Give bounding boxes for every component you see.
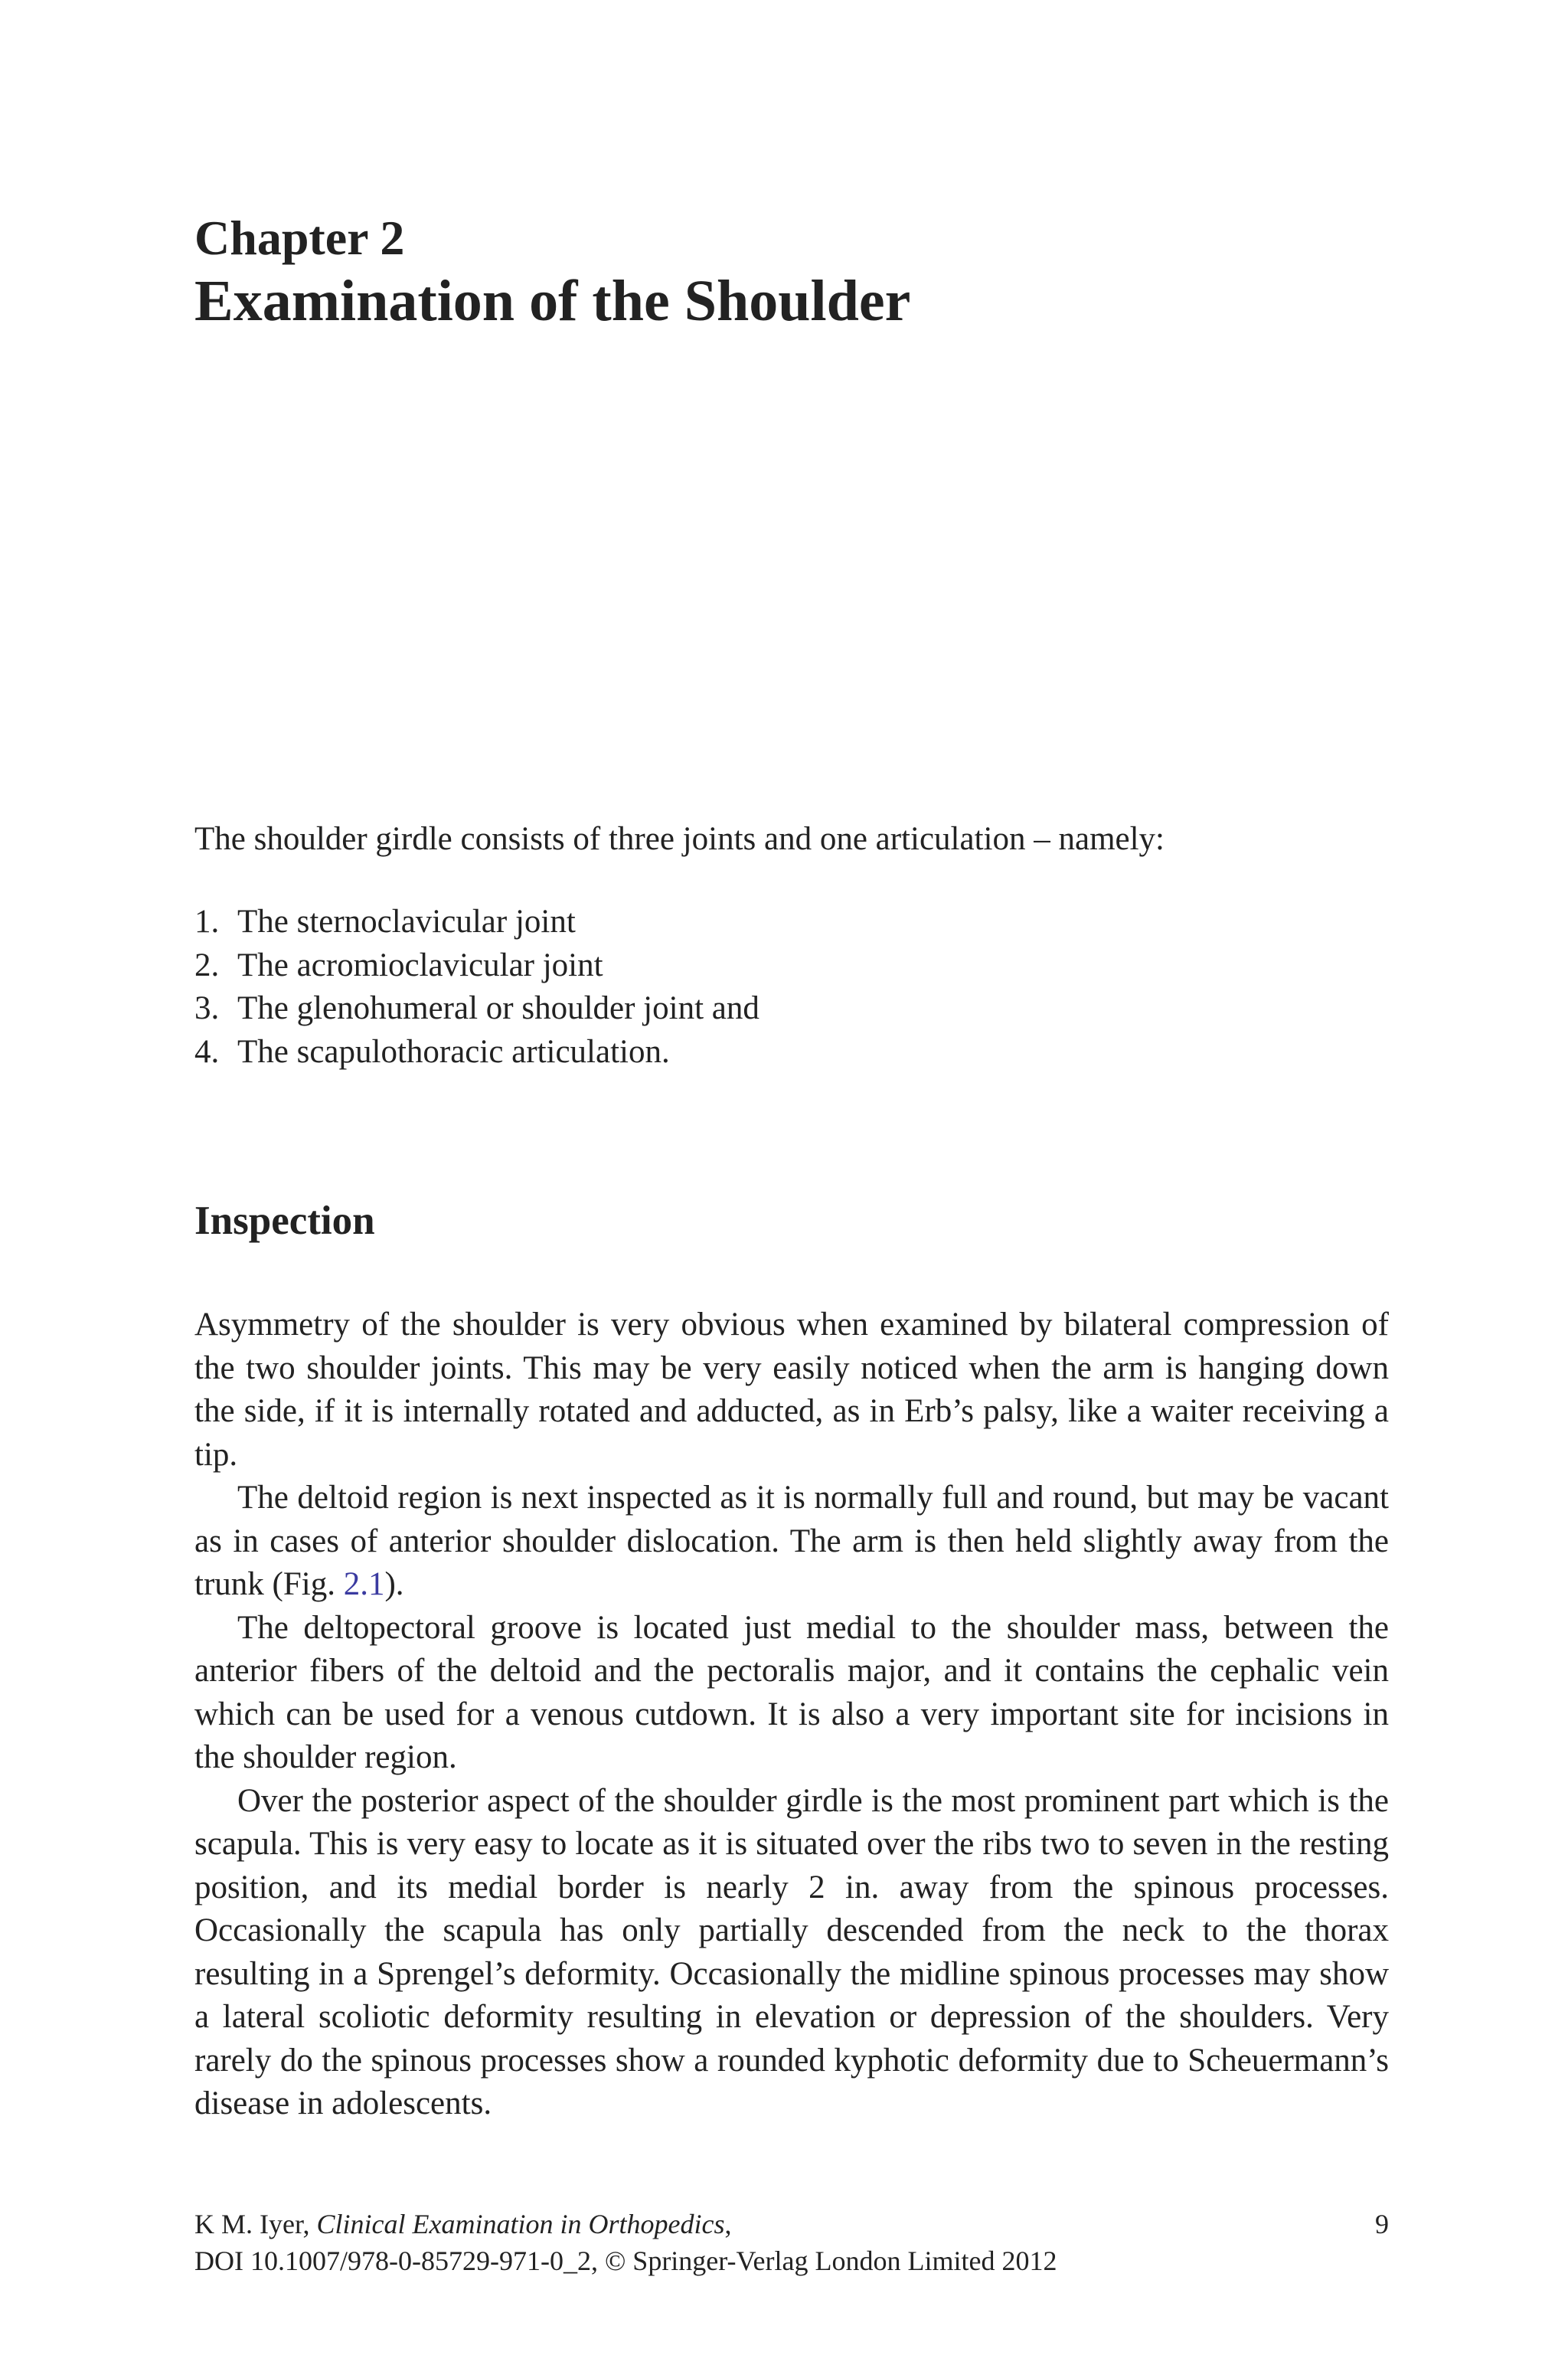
list-item-text: The acromioclavicular joint [237,947,603,983]
section-heading: Inspection [194,1199,375,1243]
paragraph: The deltopectoral groove is located just medial to the shoulder mass, between the anterior fibers of the deltoid and the pectoralis major, and it contains the cephalic vein which can be used for a venous cutdown. It is also a very important site for incisions in the shoulder region. [194,1609,1389,1775]
figure-reference-link[interactable]: 2.1 [343,1566,385,1602]
citation-line [194,2206,1389,2242]
list-item [194,944,1389,988]
paragraph-text: ). [384,1566,404,1602]
page-number: 9 [1375,2209,1389,2239]
list-item-number: 4. [194,1034,220,1071]
chapter-label: Chapter 2 [194,211,405,265]
chapter-title: Examination of the Shoulder [194,269,911,333]
intro-paragraph: The shoulder girdle consists of three joints and one articulation – namely: [194,821,1165,857]
paragraph-text: The deltoid region is next inspected as it is normally full and round, but may be vacant as in cases of anterior shoulder dislocation. The arm is then held slightly away from the trunk (Fig. [194,1480,1389,1602]
citation-comma: , [724,2209,732,2239]
list-item-text: The sternoclavicular joint [237,904,576,940]
doi-line: DOI 10.1007/978-0-85729-971-0_2, © Springer-Verlag London Limited 2012 [194,2246,1057,2276]
list-item-number: 2. [194,947,220,983]
list-item [194,987,1389,1031]
list-item-number: 1. [194,904,220,940]
list-item [194,1031,1389,1075]
book-title: Clinical Examination in Orthopedics [316,2209,725,2239]
list-item-text: The glenohumeral or shoulder joint and [237,990,760,1027]
section-body [194,1303,1389,2126]
list-item [194,901,1389,944]
author: K M. Iyer, [194,2209,317,2239]
list-item-number: 3. [194,990,220,1027]
paragraph: Over the posterior aspect of the shoulder girdle is the most prominent part which is the scapula. This is very easy to locate as it is situated over the ribs two to seven in the resting position, and its medial border is nearly 2 in. away from the spinous processes. Occasionally the scapula has only partially descended from the neck to the thorax resulting in a Sprengel’s deformity. Occasionally the midline spinous processes may show a lateral scoliotic deformity resulting in elevation or depression of the shoulders. Very rarely do the spinous processes show a rounded kyphotic deformity due to Scheuermann’s disease in adolescents. [194,1782,1389,2121]
list-item-text: The scapulothoracic articulation. [237,1034,670,1071]
joint-list [194,901,1389,1075]
paragraph: Asymmetry of the shoulder is very obvious when examined by bilateral compression of the two shoulder joints. This may be very easily noticed when the arm is hanging down the side, if it is internally rotated and adducted, as in Erb’s palsy, like a waiter receiving a tip. [194,1307,1389,1473]
page-footer [194,2206,1389,2279]
paragraph [194,1477,1389,1607]
